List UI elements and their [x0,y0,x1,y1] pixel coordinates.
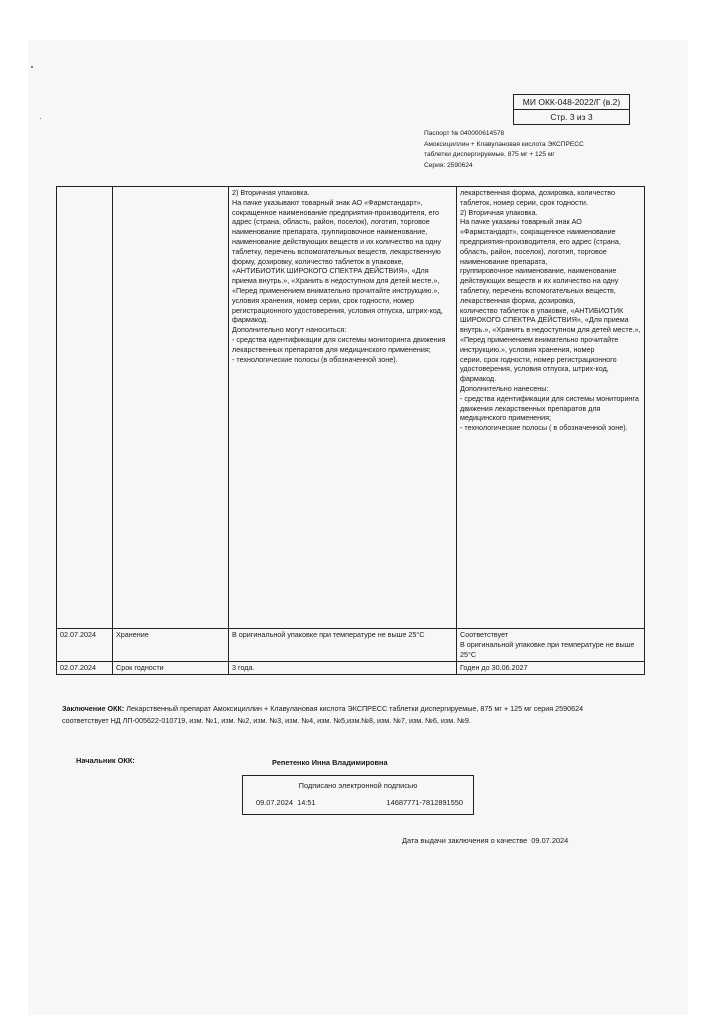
product-form: таблетки диспергируемые, 875 мг + 125 мг [424,151,555,158]
conclusion [62,703,602,726]
esign-datetime: 09.07.2024 14:51 [256,798,316,807]
electronic-signature-box [242,775,474,815]
scan-speck [40,118,41,119]
passport-block [424,129,584,171]
head-name: Репетенко Инна Владимировна [272,758,388,767]
batch-number: Серия: 2590624 [424,161,473,169]
requirement-text: 2) Вторичная упаковка. На пачке указывают товарный знак АО «Фармстандарт», сокращенное наименование предприятия-производителя, его адрес (страна, область, район, поселок), логотип, торговое наименование препарата, группировочное наименование, наименование действующих веществ и их количество на одну таблетку, перечень вспомогательных веществ, лекарственную форму, дозировку, количество таблеток в упаковке, «АНТИБИОТИК ШИРОКОГО СПЕКТРА ДЕЙСТВИЯ», «Для приема внутрь.», «Хранить в недоступном для детей месте.», «Перед применением внимательно прочитайте инструкцию.», условия хранения, номер серии, срок годности, номер регистрационного удостоверения, условия отпуска, штрих-код, фармакод. Дополнительно могут наноситься: - средства идентификации для системы мониторинга движения лекарственных препаратов для медицинского применения; - технологические полосы (в обозначенной зоне). [232,188,446,364]
cell-date: 02.07.2024 [57,629,113,662]
cell-result [457,629,645,662]
cell-date: 02.07.2024 [57,662,113,675]
issue-date: Дата выдачи заключения о качестве 09.07.2024 [402,836,569,845]
page-number: Стр. 3 из 3 [550,112,593,122]
cell-requirement [229,629,457,662]
cell-result [457,187,645,629]
conclusion-text: Лекарственный препарат Амоксициллин + Клавулановая кислота ЭКСПРЕСС таблетки диспергируемые, 875 мг + 125 мг серия 2590624 соответствует НД ЛП-005622-010719, изм. №1, изм. №2, изм. №3, изм. №4, изм. №5,изм.№8, изм. №7, изм. №6, изм. №9. [62,704,584,725]
esign-title: Подписано электронной подписью [298,781,418,790]
cell-requirement [229,187,457,629]
table-row [57,629,645,662]
cell-name [113,187,229,629]
document-id-box [513,94,630,125]
document-id: МИ ОКК-048-2022/Г (в.2) [514,95,629,110]
requirement-text: В оригинальной упаковке при температуре не выше 25°С [232,630,425,639]
esign-number: 14687771-7812891550 [386,798,463,807]
conclusion-label: Заключение ОКК: [62,704,125,713]
cell-requirement: 3 года. [229,662,457,675]
cell-name: Хранение [113,629,229,662]
test-results-table [56,186,645,675]
head-label: Начальник ОКК: [76,756,135,765]
passport-number: Паспорт № 040000614578 [424,130,505,137]
cell-date [57,187,113,629]
table-row [57,662,645,675]
result-text: лекарственная форма, дозировка, количество таблеток, номер серии, срок годности. 2) Вторичная упаковка. На пачке указаны товарный знак АО «Фармстандарт», сокращенное наименование предприятия-производителя, его адрес (страна, область, район, поселок), логотип, торговое наименование препарата, группировочное наименование, наименование действующих веществ и их количество на одну таблетку, перечень вспомогательных веществ, лекарственная форма, дозировка, количество таблеток в упаковке, «АНТИБИОТИК ШИРОКОГО СПЕКТРА ДЕЙСТВИЯ», «Для приема внутрь.», «Хранить в недоступном для детей месте.», «Перед применением внимательно прочитайте инструкцию.», условия хранения, номер серии, срок годности, номер регистрационного удостоверения, условия отпуска, штрих-код, фармакод. Дополнительно нанесены: - средства идентификации для системы мониторинга движения лекарственных препаратов для медицинского применения; - технологические полосы ( в обозначенной зоне). [460,188,641,433]
cell-name: Срок годности [113,662,229,675]
product-name: Амоксициллин + Клавулановая кислота ЭКСПРЕСС [424,140,584,148]
cell-result: Годен до 30.06.2027 [457,662,645,675]
result-text: Соответствует В оригинальной упаковке при температуре не выше 25°С [460,630,635,659]
scan-speck [31,66,33,68]
table-row [57,187,645,629]
